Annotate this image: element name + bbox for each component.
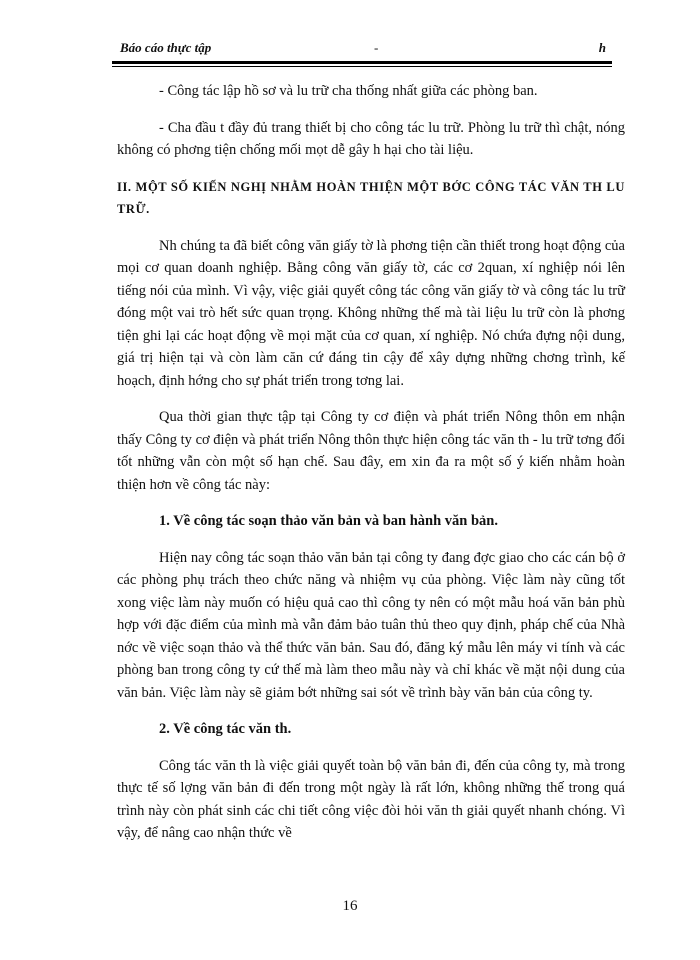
page-header <box>112 40 612 60</box>
section-heading: II. MỘT SỐ KIẾN NGHỊ NHẰM HOÀN THIỆN MỘT BỚC CÔNG TÁC VĂN TH LU TRỮ. <box>117 179 625 216</box>
paragraph-3: Nh chúng ta đã biết công văn giấy tờ là phơng tiện cần thiết trong hoạt động của mọi cơ quan doanh nghiệp. Bằng công văn giấy tờ, các cơ 2quan, xí nghiệp nói lên tiếng nói của mình. Vì vậy, việc giải quyết công tác công văn giấy tờ và công tác lu trữ đóng một vai trò hết sức quan trọng. Không những thế mà tài liệu lu trữ còn là phơng tiện ghi lại các hoạt động về mọi mặt của cơ quan, xí nghiệp. Nó chứa đựng nội dung, giá trị hiện tại và còn làm căn cứ đáng tin cậy để xây dựng những chơng trình, kế hoạch, định hớng cho sự phát triển trong tơng lai. <box>117 237 625 389</box>
paragraph-2: - Cha đầu t đầy đủ trang thiết bị cho công tác lu trữ. Phòng lu trữ thì chật, nóng không có phơng tiện chống mối mọt dễ gây h hại cho tài liệu. <box>117 119 625 158</box>
header-mark: h <box>598 40 606 55</box>
subheading-1: 1. Về công tác soạn thảo văn bản và ban hành văn bản. <box>159 513 498 529</box>
paragraph-6: Công tác văn th là việc giải quyết toàn bộ văn bản đi, đến của công ty, mà trong thực tế số lợng văn bản đi đến trong một ngày là rất lớn, không những thế trong quá trình này còn phát sinh các chi tiết công việc đòi hỏi văn th giải quyết nhanh chóng. Vì vậy, để nâng cao nhận thức về <box>117 757 625 841</box>
paragraph-1: - Công tác lập hồ sơ và lu trữ cha thống nhất giữa các phòng ban. <box>159 83 538 99</box>
document-body <box>117 80 625 845</box>
header-separator: - <box>374 40 379 55</box>
subheading-2: 2. Về công tác văn th. <box>159 721 292 737</box>
header-title: Báo cáo thực tập <box>120 40 212 55</box>
paragraph-5: Hiện nay công tác soạn thảo văn bản tại công ty đang đợc giao cho các cán bộ ở các phòng phụ trách theo chức năng và nhiệm vụ của phòng. Việc làm này cũng tốt xong việc làm này muốn có hiệu quả cao thì công ty nên có một mẫu hoá văn bản phù hợp với đặc điểm của mình mà vẫn đảm bảo tuân thủ theo quy định, pháp chế của Nhà nớc về việc soạn thảo và thể thức văn bản. Sau đó, đăng ký mẫu lên máy vi tính và các phòng ban trong công ty cứ thế mà làm theo mẫu này và chỉ khác về mặt nội dung của văn bản. Việc làm này sẽ giảm bớt những sai sót về trình bày văn bản của công ty. <box>117 549 625 701</box>
page-number: 16 <box>342 898 358 914</box>
header-rule-thick <box>112 61 612 64</box>
header-rule-thin <box>112 66 612 67</box>
paragraph-4: Qua thời gian thực tập tại Công ty cơ điện và phát triển Nông thôn em nhận thấy Công ty cơ điện và phát triển Nông thôn thực hiện công tác văn th - lu trữ tơng đối tốt những vẫn còn một số hạn chế. Sau đây, em xin đa ra một số ý kiến nhằm hoàn thiện hơn về công tác này: <box>117 409 625 493</box>
